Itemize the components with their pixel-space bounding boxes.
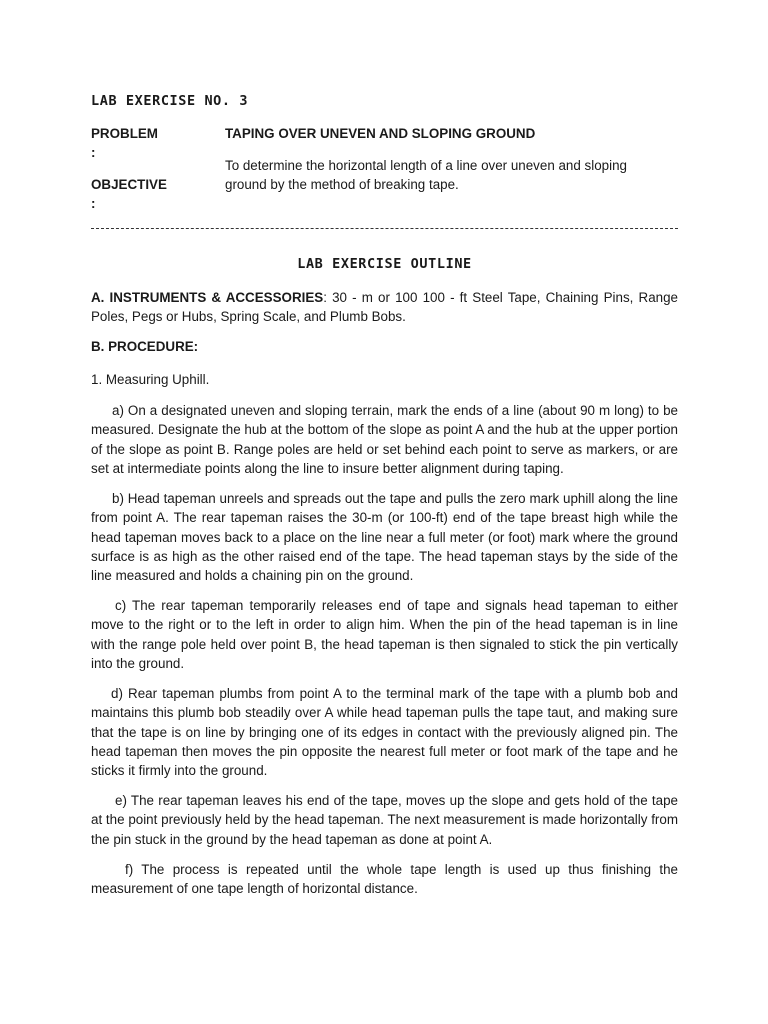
problem-colon: : [91,145,96,160]
objective-label [91,175,167,213]
objective-value: To determine the horizontal length of a line over uneven and sloping ground by the method of breaking tape. [225,158,627,193]
objective-colon: : [91,196,96,211]
problem-label [91,124,158,162]
instruments-text: : 30 - m or 100 100 - ft Steel Tape, Chaining Pins, Range Poles, Pegs or Hubs, Spring Scale, and Plumb Bobs. [91,290,678,325]
instruments-label: A. INSTRUMENTS & ACCESSORIES [91,290,324,305]
section-divider [91,228,678,229]
step-a: a) On a designated uneven and sloping terrain, mark the ends of a line (about 90 m long) to be measured. Designate the hub at the bottom of the slope as point A and the hub at the upper portion of the slope as point B. Range poles are held or set behind each point to serve as markers, or are set at intermediate points along the line to insure better alignment during taping. [91,403,678,476]
step-b: b) Head tapeman unreels and spreads out the tape and pulls the zero mark uphill along the line from point A. The rear tapeman raises the 30-m (or 100-ft) end of the tape breast high while the head tapeman moves back to a place on the line near a full meter (or foot) mark where the ground surface is as high as the other raised end of the tape. The head tapeman stays by the side of the line measured and holds a chaining pin on the ground. [91,491,678,584]
step-f: f) The process is repeated until the whole tape length is used up thus finishing the measurement of one tape length of horizontal distance. [91,862,678,897]
instruments-paragraph [91,288,678,327]
objective-label-text: OBJECTIVE [91,177,167,192]
problem-label-text: PROBLEM [91,126,158,141]
step-e: e) The rear tapeman leaves his end of the tape, moves up the slope and gets hold of the tape at the point previously held by the head tapeman. The next measurement is made horizontally from the pin stuck in the ground by the head tapeman as done at point A. [91,793,678,847]
step-d: d) Rear tapeman plumbs from point A to the terminal mark of the tape with a plumb bob and maintains this plumb bob steadily over A while head tapeman pulls the tape taut, and making sure that the tape is on line by bringing one of its edges in contact with the previously aligned pin. The head tapeman then moves the pin opposite the nearest full meter or foot mark of the tape and he sticks it firmly into the ground. [91,686,678,779]
problem-value: TAPING OVER UNEVEN AND SLOPING GROUND [225,126,536,141]
step-c: c) The rear tapeman temporarily releases end of tape and signals head tapeman to either move to the right or to the left in order to align him. When the pin of the head tapeman is in line with the range pole held over point B, the head tapeman is then signaled to stick the pin vertically into the ground. [91,598,678,671]
lab-exercise-title: LAB EXERCISE NO. 3 [91,93,249,109]
procedure-subheading: 1. Measuring Uphill. [91,372,210,387]
outline-title: LAB EXERCISE OUTLINE [297,256,472,272]
procedure-label: B. PROCEDURE: [91,339,199,354]
